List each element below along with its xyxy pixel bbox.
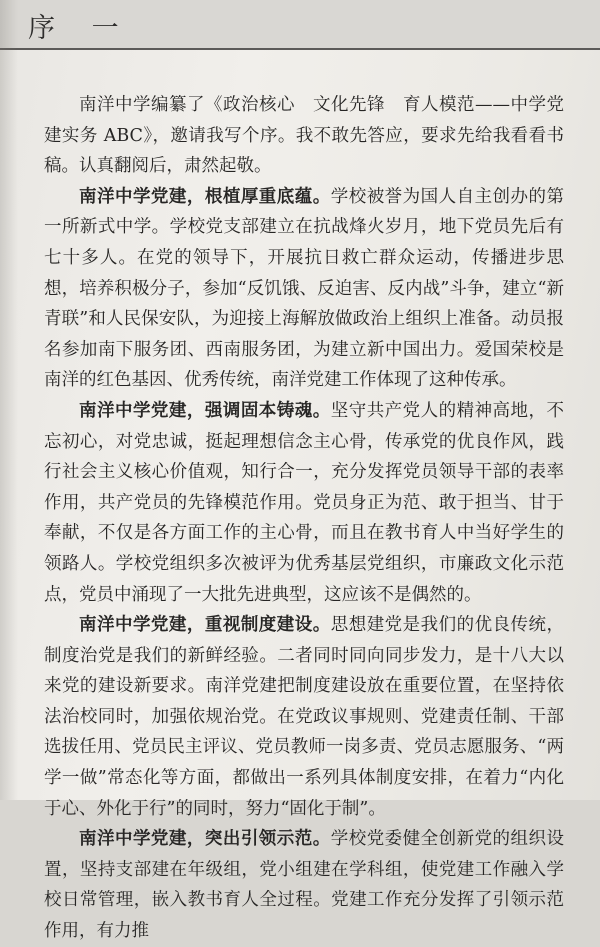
paragraph-text: 南洋中学编纂了《政治核心 文化先锋 育人模范——中学党建实务 ABC》，邀请我写个序。我不敢先答应，要求先给我看看书稿。认真翻阅后，肃然起敬。 — [44, 95, 564, 177]
paragraph-lead: 南洋中学党建，突出引领示范。 — [79, 829, 331, 850]
chapter-header — [0, 0, 600, 50]
chapter-title: 序 一 — [28, 13, 133, 44]
paragraph-lead: 南洋中学党建，根植厚重底蕴。 — [79, 186, 331, 207]
paragraph-text: 学校党委健全创新党的组织设置，坚持支部建在年级组，党小组建在学科组，使党建工作融入学校日常管理，嵌入教书育人全过程。党建工作充分发挥了引领示范作用，有力推 — [44, 829, 565, 942]
paragraph-foundation — [44, 182, 564, 396]
paragraph-soul — [44, 396, 564, 610]
paragraph-demonstration — [44, 824, 564, 946]
paragraph-text: 学校被誉为国人自主创办的第一所新式中学。学校党支部建立在抗战烽火岁月，地下党员先后有七十多人。在党的领导下，开展抗日救亡群众运动，传播进步思想，培养积极分子，参加“反饥饿、反迫害、反内战”斗争，建立“新青联”和人民保安队，为迎接上海解放做政治上组织上准备。动员报名参加南下服务团、西南服务团，为建立新中国出力。爱国荣校是南洋的红色基因、优秀传统，南洋党建工作体现了这种传承。 — [44, 186, 565, 391]
paragraph-lead: 南洋中学党建，重视制度建设。 — [79, 615, 331, 636]
paragraph-intro — [44, 90, 564, 182]
page-gutter-shadow — [0, 0, 18, 800]
paragraph-system — [44, 610, 564, 824]
paragraph-text: 思想建党是我们的优良传统，制度治党是我们的新鲜经验。二者同时同向同步发力，是十八大以来党的建设新要求。南洋党建把制度建设放在重要位置，在坚持依法治校同时，加强依规治党。在党政议事规则、党建责任制、干部选拔任用、党员民主评议、党员教师一岗多责、党员志愿服务、“两学一做”常态化等方面，都做出一系列具体制度安排，在着力“内化于心、外化于行”的同时，努力“固化于制”。 — [44, 615, 565, 819]
paragraph-text: 坚守共产党人的精神高地，不忘初心，对党忠诚，挺起理想信念主心骨，传承党的优良作风，践行社会主义核心价值观，知行合一，充分发挥党员领导干部的表率作用，共产党员的先锋模范作用。党员身正为范、敢于担当、甘于奉献，不仅是各方面工作的主心骨，而且在教书育人中当好学生的领路人。学校党组织多次被评为优秀基层党组织，市廉政文化示范点，党员中涌现了一大批先进典型，这应该不是偶然的。 — [44, 400, 565, 605]
body-text — [44, 90, 564, 947]
paragraph-lead: 南洋中学党建，强调固本铸魂。 — [79, 400, 331, 421]
